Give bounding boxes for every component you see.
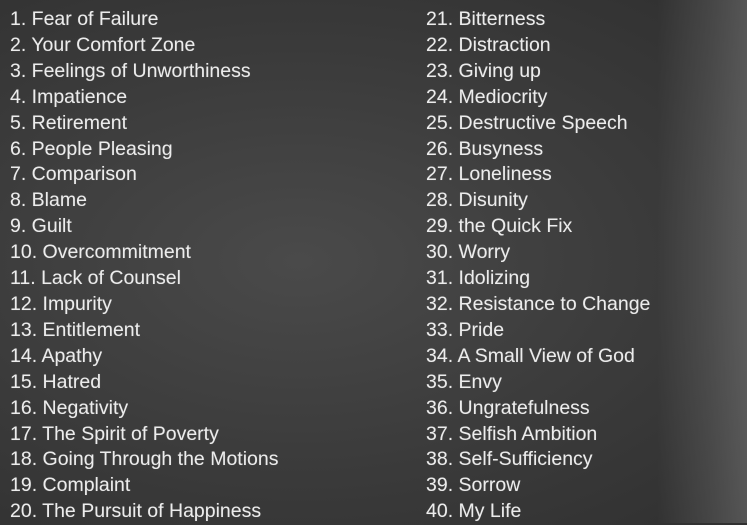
list-item: 18. Going Through the Motions <box>10 448 279 471</box>
list-item: 12. Impurity <box>10 292 112 315</box>
list-item: 11. Lack of Counsel <box>10 267 181 290</box>
list-item: 16. Negativity <box>10 396 129 419</box>
list-item: 33. Pride <box>426 318 505 341</box>
list-item: 37. Selfish Ambition <box>426 422 598 445</box>
list-item: 7. Comparison <box>10 163 137 186</box>
list-column-left <box>10 7 410 525</box>
list-item: 32. Resistance to Change <box>426 292 651 315</box>
list-item: 6. People Pleasing <box>10 137 173 160</box>
list-item: 10. Overcommitment <box>10 241 191 264</box>
list-item: 14. Apathy <box>10 344 103 367</box>
list-item: 28. Disunity <box>426 189 528 212</box>
list-item: 13. Entitlement <box>10 318 141 341</box>
list-item: 36. Ungratefulness <box>426 396 590 419</box>
list-item: 35. Envy <box>426 370 502 393</box>
list-item: 34. A Small View of God <box>426 344 635 367</box>
list-item: 8. Blame <box>10 189 87 212</box>
list-item: 19. Complaint <box>10 474 131 497</box>
list-item: 29. the Quick Fix <box>426 215 573 238</box>
list-item: 38. Self-Sufficiency <box>426 448 593 471</box>
list-item: 25. Destructive Speech <box>426 111 628 134</box>
list-item: 39. Sorrow <box>426 474 521 497</box>
list-item: 24. Mediocrity <box>426 85 548 108</box>
list-item: 31. Idolizing <box>426 267 531 290</box>
list-item: 23. Giving up <box>426 59 541 82</box>
list-item: 17. The Spirit of Poverty <box>10 422 219 445</box>
list-item: 5. Retirement <box>10 111 128 134</box>
list-item: 3. Feelings of Unworthiness <box>10 59 251 82</box>
list-item: 26. Busyness <box>426 137 544 160</box>
list-item: 22. Distraction <box>426 33 551 56</box>
list-item: 9. Guilt <box>10 215 72 238</box>
list-item: 15. Hatred <box>10 370 102 393</box>
list-item: 30. Worry <box>426 241 511 264</box>
list-item: 21. Bitterness <box>426 8 546 30</box>
list-item: 27. Loneliness <box>426 163 552 186</box>
list-item: 20. The Pursuit of Happiness <box>10 500 262 523</box>
list-item: 1. Fear of Failure <box>10 8 159 30</box>
list-item: 4. Impatience <box>10 85 128 108</box>
list-item: 40. My Life <box>426 500 522 523</box>
list-column-right <box>426 7 747 525</box>
list-item: 2. Your Comfort Zone <box>10 33 196 56</box>
